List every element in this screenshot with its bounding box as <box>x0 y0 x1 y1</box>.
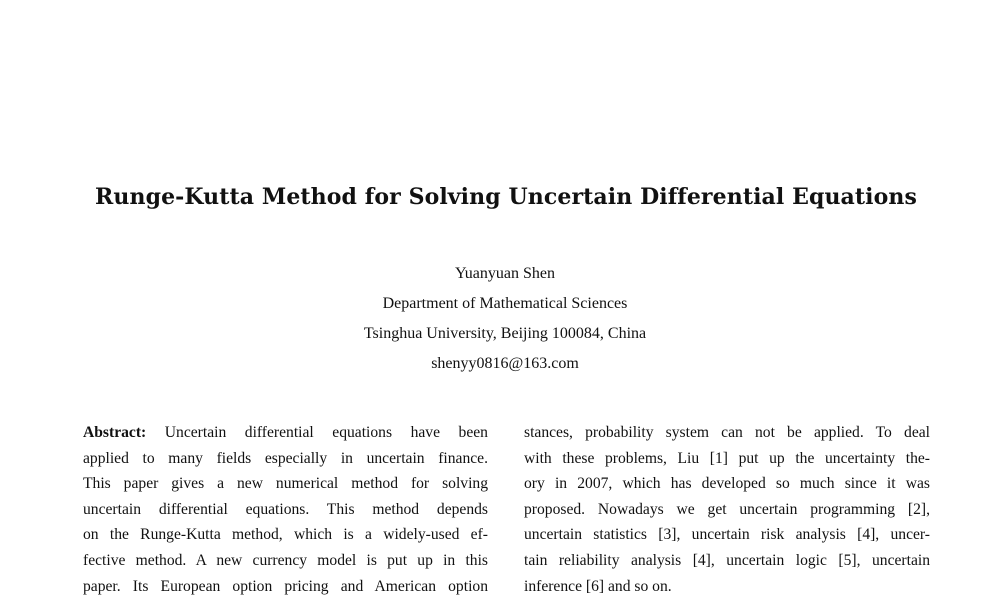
abstract-line: on the Runge-Kutta method, which is a widely-used ef- <box>83 526 488 544</box>
abstract-line-text: Uncertain differential equations have been <box>164 424 488 441</box>
intro-column <box>524 420 930 599</box>
author-affiliation: Tsinghua University, Beijing 100084, China <box>363 325 647 342</box>
body-line: stances, probability system can not be applied. To deal <box>524 424 930 441</box>
author-name: Yuanyuan Shen <box>455 265 555 282</box>
abstract-line <box>83 420 488 446</box>
body-line: with these problems, Liu [1] put up the uncertainty the- <box>524 449 930 467</box>
author-email: shenyy0816@163.com <box>431 355 579 372</box>
abstract-line: applied to many fields especially in uncertain finance. <box>83 449 488 467</box>
author-block <box>0 264 1000 384</box>
body-line: uncertain statistics [3], uncertain risk analysis [4], uncer- <box>524 526 930 544</box>
abstract-line: fective method. A new currency model is put up in this <box>83 551 488 569</box>
body-line: tain reliability analysis [4], uncertain logic [5], uncertain <box>524 551 930 569</box>
abstract-label: Abstract: <box>83 424 147 441</box>
abstract-line: uncertain differential equations. This method depends <box>83 500 488 518</box>
abstract-line: This paper gives a new numerical method for solving <box>83 475 488 493</box>
abstract-column <box>83 420 488 599</box>
paper-title: Runge-Kutta Method for Solving Uncertain Differential Equations <box>95 184 917 210</box>
body-line: ory in 2007, which has developed so much since it was <box>524 475 930 493</box>
body-line: inference [6] and so on. <box>524 577 672 595</box>
abstract-line: paper. Its European option pricing and American option <box>83 577 488 595</box>
author-department: Department of Mathematical Sciences <box>382 295 628 312</box>
body-line: proposed. Nowadays we get uncertain programming [2], <box>524 500 930 518</box>
